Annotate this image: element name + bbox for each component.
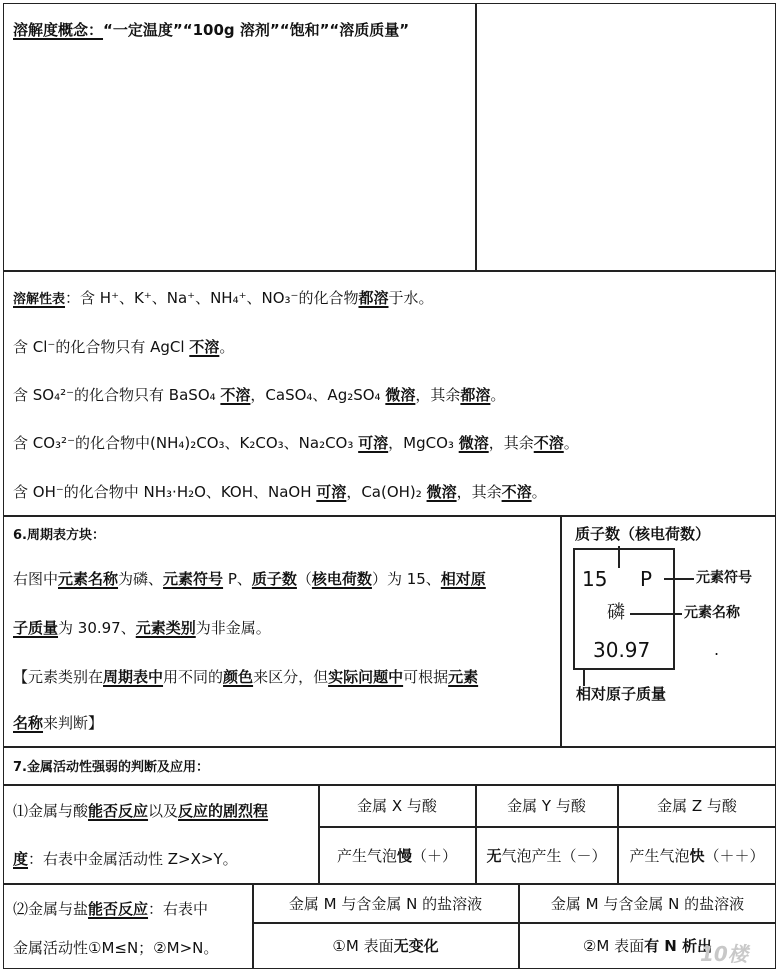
solubility-concept-label: 溶解度概念： (13, 21, 104, 39)
text: ，其余 (456, 483, 502, 501)
label-element-name: 元素名称 (684, 605, 740, 621)
element-mass: 30.97 (593, 638, 651, 662)
keyword: 不溶 (220, 386, 251, 404)
text: 。 (531, 483, 547, 501)
divider-salt-mid (252, 922, 776, 924)
text: P、 (223, 570, 252, 588)
text: 气泡产生（－） (501, 847, 607, 865)
salt-header-1: 金属 M 与含金属 N 的盐溶液 (288, 895, 483, 913)
text: ，CaSO₄、Ag₂SO₄ (250, 386, 386, 404)
text: 右图中 (13, 570, 59, 588)
keyword: 相对原 (440, 570, 486, 588)
text: 为磷、 (118, 570, 164, 588)
element-symbol: P (640, 567, 653, 591)
keyword: 微溶 (426, 483, 457, 501)
text: ，其余 (415, 386, 461, 404)
solubility-line-1 (13, 288, 434, 310)
keyword: 无变化 (393, 937, 439, 955)
text: 用不同的 (163, 668, 224, 686)
keyword: 度 (13, 850, 29, 868)
solubility-concept-terms: “一定温度”“100g 溶剂”“饱和”“溶质质量” (103, 21, 410, 39)
keyword: 元素类别 (135, 619, 196, 637)
text: 【元素类别在 (13, 668, 104, 686)
text: ②M 表面 (582, 937, 645, 955)
text: 含 SO₄²⁻的化合物只有 BaSO₄ (13, 386, 221, 404)
text: 含 Cl⁻的化合物只有 AgCl (13, 338, 190, 356)
text: （＋） (412, 847, 458, 865)
periodic-block-heading: 6.周期表方块： (13, 528, 105, 543)
text: ：右表中 (148, 900, 209, 918)
keyword: 都溶 (460, 386, 491, 404)
text: 产生气泡 (336, 847, 397, 865)
text: ⑴金属与酸 (13, 802, 89, 820)
text: 。 (219, 338, 235, 356)
text: ，其余 (488, 434, 534, 452)
leader-symbol (664, 578, 694, 580)
divider-acid-mid (318, 826, 776, 828)
divider-s1-vertical (475, 3, 477, 271)
watermark-logo: 10楼 (700, 942, 748, 966)
acid-header-x: 金属 X 与酸 (357, 797, 437, 815)
keyword: 核电荷数 (311, 570, 372, 588)
acid-row-line-2 (13, 849, 238, 869)
metal-activity-heading: 7.金属活动性强弱的判断及应用： (13, 760, 209, 775)
acid-header-y: 金属 Y 与酸 (507, 797, 586, 815)
solubility-line-3 (13, 385, 505, 405)
diagram-top-label: 质子数（核电荷数） (575, 525, 711, 543)
text: 来判断】 (43, 714, 104, 732)
text: （ (296, 570, 312, 588)
keyword: 反应的剧烈程 (178, 802, 269, 820)
periodic-para-1 (13, 569, 486, 589)
keyword: 不溶 (189, 338, 220, 356)
salt-row-line-1 (13, 899, 208, 919)
salt-result-1 (253, 935, 518, 956)
solubility-line-2 (13, 337, 234, 357)
element-name: 磷 (607, 602, 625, 623)
text: 于水。 (388, 289, 434, 307)
salt-header-2: 金属 M 与含金属 N 的盐溶液 (550, 895, 745, 913)
salt-row-line-2: 金属活动性①M≤N；②M>N。 (13, 939, 219, 957)
periodic-para-2 (13, 618, 271, 638)
text: ⑵金属与盐 (13, 900, 89, 918)
keyword: 元素名称 (58, 570, 119, 588)
text: ：右表中金属活动性 Z>X>Y。 (28, 850, 238, 868)
diagram-bottom-label: 相对原子质量 (576, 685, 667, 703)
keyword: 无 (486, 847, 502, 865)
keyword: 微溶 (385, 386, 416, 404)
keyword: 质子数 (251, 570, 297, 588)
periodic-para-4 (13, 713, 103, 733)
text: 含 CO₃²⁻的化合物中(NH₄)₂CO₃、K₂CO₃、Na₂CO₃ (13, 434, 359, 452)
keyword: 有 N 析出 (644, 937, 713, 955)
text: 以及 (148, 802, 179, 820)
keyword: 慢 (396, 847, 412, 865)
text: 为 30.97、 (58, 619, 136, 637)
label-element-symbol: 元素符号 (696, 570, 752, 586)
keyword: 不溶 (501, 483, 532, 501)
text: ：含 H⁺、K⁺、Na⁺、NH₄⁺、NO₃⁻的化合物 (65, 289, 359, 307)
keyword: 不溶 (533, 434, 564, 452)
acid-header-z: 金属 Z 与酸 (657, 797, 737, 815)
acid-result-x (319, 845, 475, 866)
text: 产生气泡 (629, 847, 690, 865)
diagram-dot: . (714, 640, 720, 659)
text: ）为 15、 (371, 570, 441, 588)
acid-result-y (476, 845, 617, 866)
keyword: 都溶 (358, 289, 389, 307)
divider-s6-vertical (560, 515, 562, 747)
text: 可根据 (403, 668, 449, 686)
divider-s7-heading (3, 784, 776, 786)
divider-s2-bottom (3, 515, 776, 517)
keyword: 名称 (13, 714, 44, 732)
text: ，MgCO₃ (388, 434, 459, 452)
keyword: 颜色 (223, 668, 254, 686)
solubility-line-5 (13, 482, 547, 502)
acid-result-z (618, 845, 776, 866)
keyword: 能否反应 (88, 802, 149, 820)
text: 来区分，但 (253, 668, 329, 686)
text: 。 (563, 434, 579, 452)
keyword: 能否反应 (88, 900, 149, 918)
keyword: 可溶 (358, 434, 389, 452)
divider-acid-bottom (3, 883, 776, 885)
text: 含 OH⁻的化合物中 NH₃·H₂O、KOH、NaOH (13, 483, 317, 501)
keyword: 元素符号 (163, 570, 224, 588)
keyword: 子质量 (13, 619, 59, 637)
acid-row-line-1 (13, 801, 268, 821)
solubility-line-4 (13, 433, 579, 453)
keyword: 元素 (448, 668, 479, 686)
text: （＋＋） (704, 847, 765, 865)
keyword: 快 (689, 847, 705, 865)
solubility-concept-line (13, 20, 409, 40)
text: 为非金属。 (195, 619, 271, 637)
solubility-table-label: 溶解性表 (13, 292, 66, 307)
leader-name (630, 613, 682, 615)
text: ，Ca(OH)₂ (346, 483, 427, 501)
element-number: 15 (582, 567, 608, 591)
periodic-para-3 (13, 667, 478, 687)
keyword: 周期表中 (103, 668, 164, 686)
keyword: 微溶 (458, 434, 489, 452)
keyword: 可溶 (316, 483, 347, 501)
divider-s1-bottom (3, 270, 776, 272)
keyword: 实际问题中 (328, 668, 404, 686)
text: 。 (490, 386, 506, 404)
divider-s6-bottom (3, 746, 776, 748)
text: ①M 表面 (332, 937, 394, 955)
